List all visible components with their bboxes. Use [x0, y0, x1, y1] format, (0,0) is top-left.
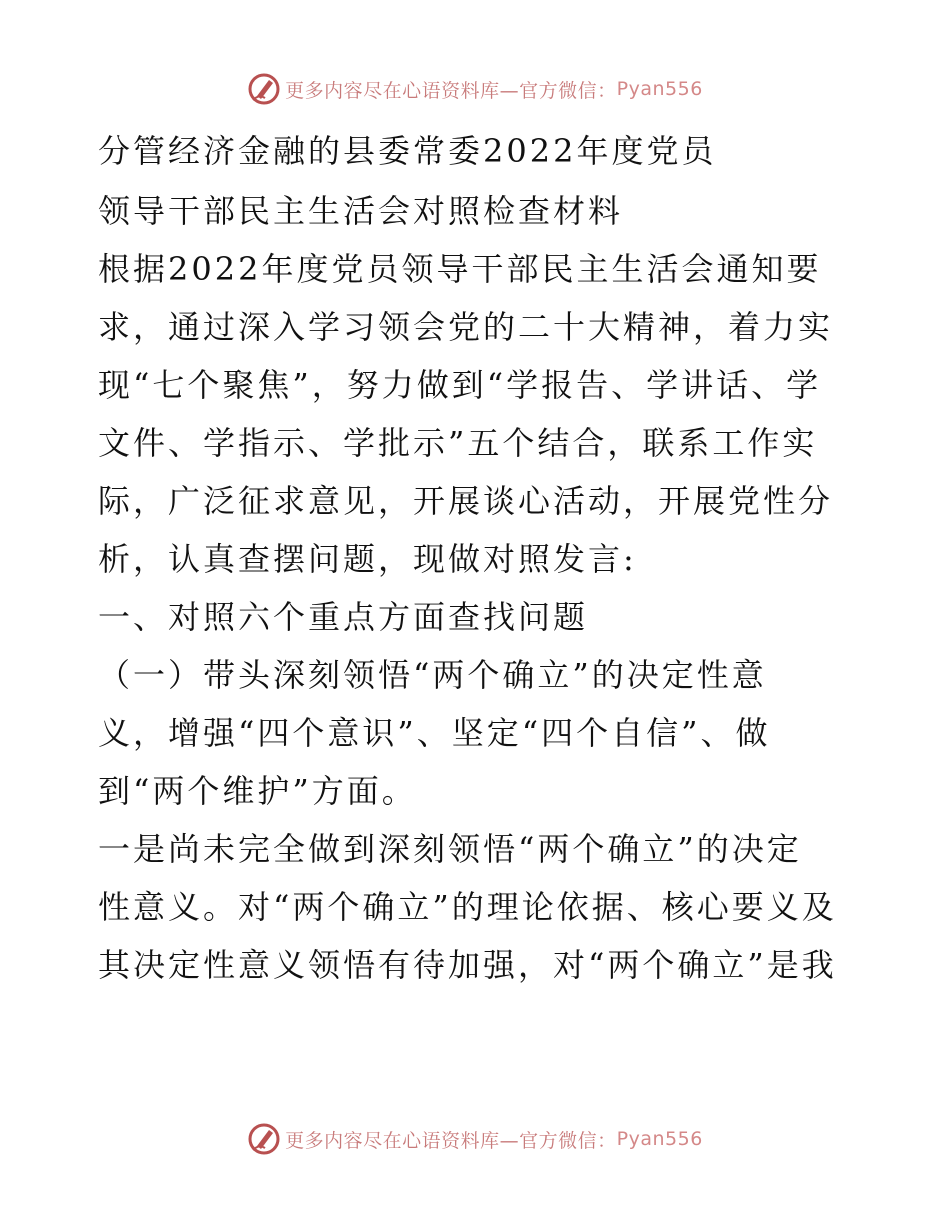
subsection-heading: （一）带头深刻领悟“两个确立”的决定性意	[98, 656, 767, 694]
body-line: 现“七个聚焦”，努力做到“学报告、学讲话、学	[98, 366, 822, 404]
body-line: 性意义。对“两个确立”的理论依据、核心要义及	[98, 888, 837, 926]
document-page	[98, 122, 858, 994]
body-line: 一是尚未完全做到深刻领悟“两个确立”的决定	[98, 830, 802, 868]
section-heading: 一、对照六个重点方面查找问题	[98, 598, 589, 636]
title-line: 领导干部民主生活会对照检查材料	[98, 192, 624, 230]
body-line: 义，增强“四个意识”、坚定“四个自信”、做	[98, 714, 771, 752]
body-line: 到“两个维护”方面。	[98, 772, 417, 810]
body-line: 根据2022年度党员领导干部民主生活会通知要	[98, 250, 822, 288]
title-line: 分管经济金融的县委常委2022年度党员	[98, 132, 717, 170]
pen-logo-icon	[247, 72, 281, 106]
watermark-footer	[0, 1122, 950, 1156]
watermark-text: 更多内容尽在心语资料库—官方微信：	[285, 79, 617, 102]
watermark-handle: Pyan556	[616, 1128, 703, 1150]
document-title	[98, 122, 858, 240]
body-line: 际，广泛征求意见，开展谈心活动，开展党性分	[98, 482, 834, 520]
watermark-text: 更多内容尽在心语资料库—官方微信：	[285, 1129, 617, 1152]
pen-logo-icon	[247, 1122, 281, 1156]
body-line: 求，通过深入学习领会党的二十大精神，着力实	[98, 308, 834, 346]
body-line: 其决定性意义领悟有待加强，对“两个确立”是我	[98, 946, 837, 984]
body-line: 文件、学指示、学批示”五个结合，联系工作实	[98, 424, 818, 462]
watermark-handle: Pyan556	[616, 78, 703, 100]
body-line: 析，认真查摆问题，现做对照发言:	[98, 540, 637, 578]
watermark-header	[0, 72, 950, 106]
document-body	[98, 240, 858, 994]
